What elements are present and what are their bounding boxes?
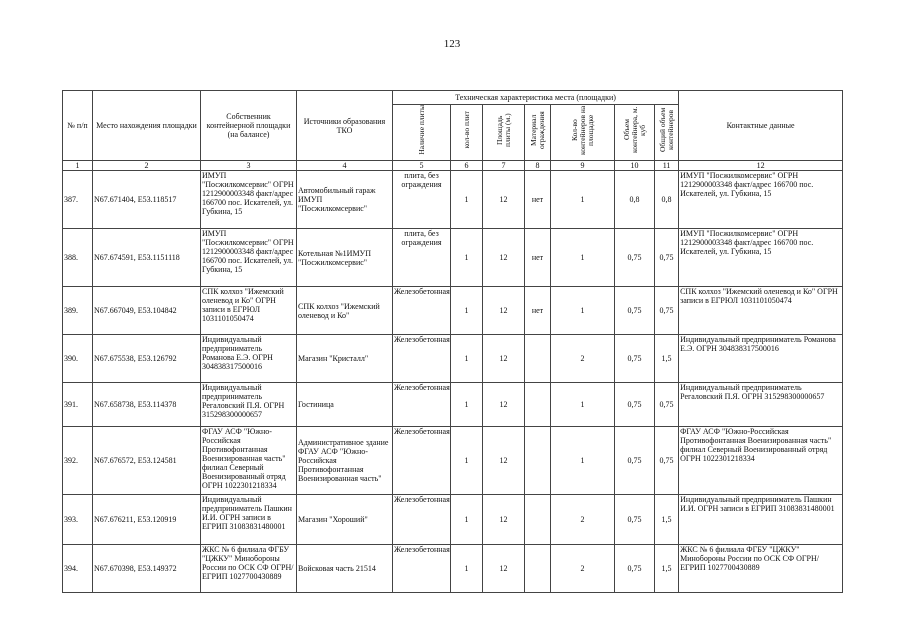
row-number: 392. <box>63 427 93 495</box>
owner-cell: Индивидуальный предприниматель Пашкин И.И. ОГРН записи в ЕГРИП 31083831480001 <box>201 495 297 545</box>
row-number: 393. <box>63 495 93 545</box>
table-row <box>63 427 843 495</box>
container-count-cell: 1 <box>551 171 615 229</box>
location-cell: N67.676211, E53.120919 <box>93 495 201 545</box>
slab-count-cell: 1 <box>451 427 483 495</box>
owner-cell: Индивидуальный предприниматель Регаловский П.Я. ОГРН 315298300000657 <box>201 383 297 427</box>
contacts-cell: СПК колхоз "Ижемский оленевод и Ко" ОГРН записи в ЕГРЮЛ 1031101050474 <box>679 287 843 335</box>
slab-cell: плита, без ограждения <box>393 229 451 287</box>
fence-cell <box>525 383 551 427</box>
header-slab-count: кол-во плит <box>451 105 483 161</box>
slab-count-cell: 1 <box>451 383 483 427</box>
table-row <box>63 545 843 593</box>
slab-cell: Железобетонная <box>393 545 451 593</box>
container-volume-cell: 0,75 <box>615 427 655 495</box>
container-volume-cell: 0,75 <box>615 229 655 287</box>
row-number: 394. <box>63 545 93 593</box>
header-location: Место нахождения площадки <box>93 91 201 161</box>
header-contacts: Контактные данные <box>679 91 843 161</box>
slab-cell: Железобетонная <box>393 495 451 545</box>
container-volume-cell: 0,75 <box>615 383 655 427</box>
fence-cell: нет <box>525 287 551 335</box>
area-cell: 12 <box>483 335 525 383</box>
total-volume-cell: 0,75 <box>655 383 679 427</box>
slab-count-cell: 1 <box>451 335 483 383</box>
fence-cell <box>525 495 551 545</box>
row-number: 390. <box>63 335 93 383</box>
table-row <box>63 171 843 229</box>
area-cell: 12 <box>483 229 525 287</box>
column-number: 10 <box>615 161 655 171</box>
area-cell: 12 <box>483 545 525 593</box>
header-no: № п/п <box>63 91 93 161</box>
column-number: 11 <box>655 161 679 171</box>
location-cell: N67.675538, E53.126792 <box>93 335 201 383</box>
slab-cell: Железобетонная <box>393 427 451 495</box>
slab-count-cell: 1 <box>451 171 483 229</box>
fence-cell <box>525 545 551 593</box>
location-cell: N67.676572, E53.124581 <box>93 427 201 495</box>
contacts-cell: Индивидуальный предприниматель Регаловский П.Я. ОГРН 315298300000657 <box>679 383 843 427</box>
owner-cell: Индивидуальный предприниматель Романова Е.Э. ОГРН 304838317500016 <box>201 335 297 383</box>
fence-cell <box>525 335 551 383</box>
slab-cell: Железобетонная <box>393 383 451 427</box>
header-sources: Источники образования ТКО <box>297 91 393 161</box>
column-number: 9 <box>551 161 615 171</box>
container-volume-cell: 0,8 <box>615 171 655 229</box>
contacts-cell: ФГАУ АСФ "Южно-Российская Противофонтанная Военизированная часть" филиал Северный Военизированный отряд ОГРН 1022301218334 <box>679 427 843 495</box>
table-row <box>63 495 843 545</box>
header-slab: Наличие плиты <box>393 105 451 161</box>
slab-count-cell: 1 <box>451 545 483 593</box>
column-number: 2 <box>93 161 201 171</box>
header-area: Площадь плиты (м.) <box>483 105 525 161</box>
sources-cell: Гостиница <box>297 383 393 427</box>
contacts-cell: ЖКС № 6 филиала ФГБУ "ЦЖКУ" Минобороны России по ОСК СФ ОГРН/ЕГРИП 1027700430889 <box>679 545 843 593</box>
location-cell: N67.670398, E53.149372 <box>93 545 201 593</box>
row-number: 391. <box>63 383 93 427</box>
header-owner: Собственник контейнерной площадки (на балансе) <box>201 91 297 161</box>
fence-cell <box>525 427 551 495</box>
total-volume-cell: 1,5 <box>655 495 679 545</box>
container-volume-cell: 0,75 <box>615 495 655 545</box>
column-number: 6 <box>451 161 483 171</box>
container-volume-cell: 0,75 <box>615 545 655 593</box>
slab-cell: плита, без ограждения <box>393 171 451 229</box>
page-number: 123 <box>443 38 461 50</box>
owner-cell: ЖКС № 6 филиала ФГБУ "ЦЖКУ" Минобороны России по ОСК СФ ОГРН/ЕГРИП 1027700430889 <box>201 545 297 593</box>
slab-cell: Железобетонная <box>393 287 451 335</box>
total-volume-cell: 0,75 <box>655 287 679 335</box>
location-cell: N67.667049, E53.104842 <box>93 287 201 335</box>
container-count-cell: 2 <box>551 495 615 545</box>
sources-cell: Автомобильный гараж ИМУП "Посжилкомсервис" <box>297 171 393 229</box>
location-cell: N67.674591, E53.1151118 <box>93 229 201 287</box>
column-number-row <box>63 161 843 171</box>
container-count-cell: 1 <box>551 383 615 427</box>
sources-cell: Административное здание ФГАУ АСФ "Южно-Российская Противофонтанная Военизированная часть" <box>297 427 393 495</box>
header-total-volume: Общий объем контейнеров <box>655 105 679 161</box>
slab-count-cell: 1 <box>451 287 483 335</box>
row-number: 389. <box>63 287 93 335</box>
owner-cell: ИМУП "Посжилкомсервис" ОГРН 1212900003348 факт/адрес 166700 пос. Искателей, ул. Губкина, 15 <box>201 171 297 229</box>
column-number: 12 <box>679 161 843 171</box>
location-cell: N67.658738, E53.114378 <box>93 383 201 427</box>
header-container-volume: Объем контейнера, м. куб <box>615 105 655 161</box>
area-cell: 12 <box>483 495 525 545</box>
row-number: 387. <box>63 171 93 229</box>
column-number: 8 <box>525 161 551 171</box>
fence-cell: нет <box>525 229 551 287</box>
container-count-cell: 2 <box>551 335 615 383</box>
sources-cell: Магазин "Хороший" <box>297 495 393 545</box>
contacts-cell: Индивидуальный предприниматель Пашкин И.И. ОГРН записи в ЕГРИП 31083831480001 <box>679 495 843 545</box>
slab-cell: Железобетонная <box>393 335 451 383</box>
area-cell: 12 <box>483 427 525 495</box>
header-tech: Техническая характеристика места (площадки) <box>393 91 679 105</box>
column-number: 3 <box>201 161 297 171</box>
owner-cell: ФГАУ АСФ "Южно-Российская Противофонтанная Военизированная часть" филиал Северный Военизированный отряд ОГРН 1022301218334 <box>201 427 297 495</box>
table-row <box>63 383 843 427</box>
total-volume-cell: 0,75 <box>655 427 679 495</box>
contacts-cell: ИМУП "Посжилкомсервис" ОГРН 1212900003348 факт/адрес 166700 пос. Искателей, ул. Губкина, 15 <box>679 229 843 287</box>
header-container-count: Кол-во контейнеров на площадке <box>551 105 615 161</box>
slab-count-cell: 1 <box>451 229 483 287</box>
total-volume-cell: 0,75 <box>655 229 679 287</box>
sources-cell: Котельная №1ИМУП "Посжилкомсервис" <box>297 229 393 287</box>
slab-count-cell: 1 <box>451 495 483 545</box>
total-volume-cell: 0,8 <box>655 171 679 229</box>
container-count-cell: 2 <box>551 545 615 593</box>
column-number: 7 <box>483 161 525 171</box>
container-count-cell: 1 <box>551 287 615 335</box>
table-row <box>63 229 843 287</box>
total-volume-cell: 1,5 <box>655 335 679 383</box>
sources-cell: Магазин "Кристалл" <box>297 335 393 383</box>
contacts-cell: ИМУП "Посжилкомсервис" ОГРН 1212900003348 факт/адрес 166700 пос. Искателей, ул. Губкина, 15 <box>679 171 843 229</box>
area-cell: 12 <box>483 287 525 335</box>
contacts-cell: Индивидуальный предприниматель Романова Е.Э. ОГРН 304838317500016 <box>679 335 843 383</box>
column-number: 4 <box>297 161 393 171</box>
owner-cell: СПК колхоз "Ижемский оленевод и Ко" ОГРН записи в ЕГРЮЛ 1031101050474 <box>201 287 297 335</box>
row-number: 388. <box>63 229 93 287</box>
area-cell: 12 <box>483 171 525 229</box>
container-volume-cell: 0,75 <box>615 335 655 383</box>
location-cell: N67.671404, E53.118517 <box>93 171 201 229</box>
container-volume-cell: 0,75 <box>615 287 655 335</box>
column-number: 5 <box>393 161 451 171</box>
area-cell: 12 <box>483 383 525 427</box>
owner-cell: ИМУП "Посжилкомсервис" ОГРН 1212900003348 факт/адрес 166700 пос. Искателей, ул. Губкина, 15 <box>201 229 297 287</box>
header-fence-material: Материал ограждения <box>525 105 551 161</box>
registry-table <box>62 90 843 593</box>
container-count-cell: 1 <box>551 229 615 287</box>
total-volume-cell: 1,5 <box>655 545 679 593</box>
container-count-cell: 1 <box>551 427 615 495</box>
table-row <box>63 287 843 335</box>
sources-cell: Войсковая часть 21514 <box>297 545 393 593</box>
sources-cell: СПК колхоз "Ижемский оленевод и Ко" <box>297 287 393 335</box>
fence-cell: нет <box>525 171 551 229</box>
column-number: 1 <box>63 161 93 171</box>
table-row <box>63 335 843 383</box>
